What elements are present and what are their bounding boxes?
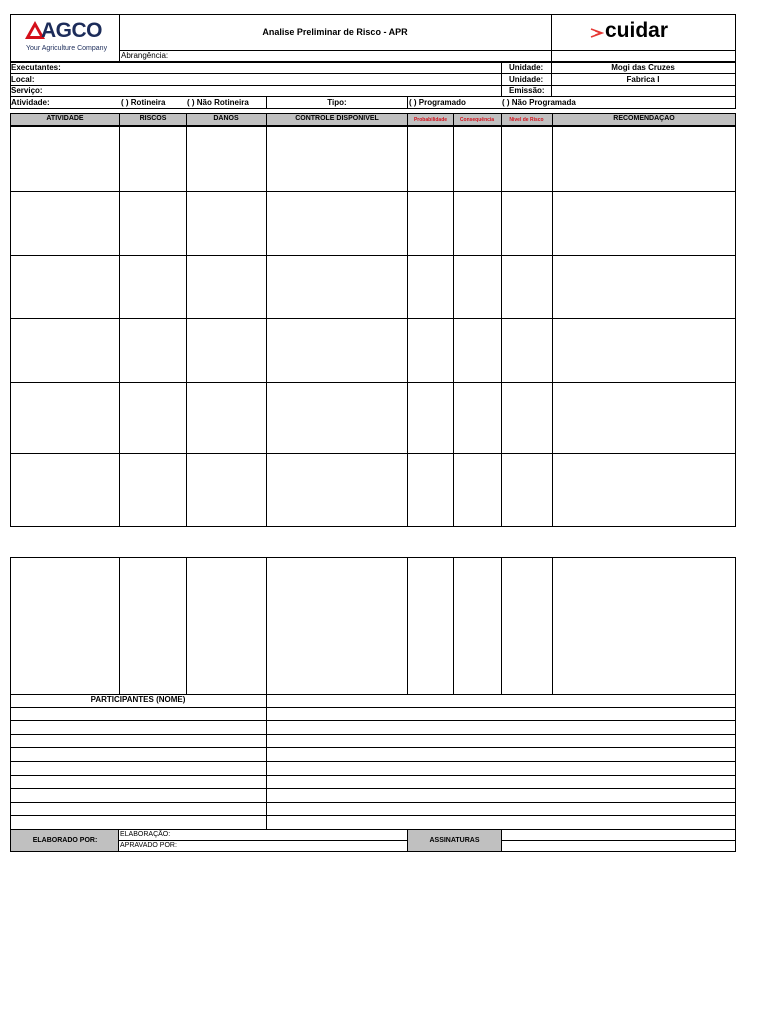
- col-atividade: ATIVIDADE: [46, 115, 84, 122]
- divider: [453, 557, 454, 694]
- agco-tagline: Your Agriculture Company: [26, 45, 108, 52]
- unidade-value-1: Mogi das Cruzes: [611, 63, 675, 72]
- signature-field-1[interactable]: [503, 830, 735, 840]
- executantes-label: Executantes:: [11, 63, 61, 72]
- unidade-label-1: Unidade:: [509, 63, 544, 72]
- table-row[interactable]: [10, 255, 736, 256]
- agco-logo: [24, 20, 114, 56]
- cuidar-arrow-icon: [590, 28, 604, 38]
- elaboracao-label: ELABORAÇÃO:: [120, 831, 171, 838]
- participant-row[interactable]: [10, 761, 736, 762]
- unidade-label-2: Unidade:: [509, 75, 544, 84]
- col-danos: DANOS: [213, 115, 239, 122]
- divider: [10, 73, 736, 74]
- divider: [119, 557, 120, 694]
- col-riscos: RISCOS: [139, 115, 167, 122]
- divider: [119, 113, 120, 527]
- divider: [735, 62, 736, 108]
- table-row[interactable]: [10, 318, 736, 319]
- cuidar-logo: [590, 20, 700, 44]
- divider: [119, 14, 120, 62]
- col-probabilidade: Probabilidade: [413, 117, 448, 123]
- divider: [407, 113, 408, 527]
- table-row[interactable]: [10, 453, 736, 454]
- divider: [407, 557, 408, 694]
- tipo-label: Tipo:: [327, 98, 347, 107]
- table-row[interactable]: [10, 382, 736, 383]
- participantes-label: PARTICIPANTES (NOME): [90, 695, 186, 704]
- aprovado-por-label: APRAVADO POR:: [120, 842, 177, 849]
- participant-row[interactable]: [10, 788, 736, 789]
- divider: [266, 113, 267, 527]
- nao-programada-checkbox[interactable]: ( ) Não Programada: [502, 98, 576, 107]
- divider: [552, 557, 553, 694]
- participant-row[interactable]: [10, 707, 736, 708]
- assinaturas-label: ASSINATURAS: [429, 837, 480, 844]
- divider: [186, 557, 187, 694]
- elaborado-por-label: ELABORADO POR:: [32, 837, 98, 844]
- divider: [501, 557, 502, 694]
- divider: [119, 50, 736, 51]
- servico-label: Serviço:: [11, 86, 43, 95]
- agco-logo-text: AGCO: [41, 19, 102, 42]
- divider: [501, 62, 502, 96]
- participant-row[interactable]: [10, 815, 736, 816]
- programado-checkbox[interactable]: ( ) Programado: [409, 98, 466, 107]
- page-title: Analise Preliminar de Risco - APR: [262, 27, 408, 37]
- participant-row[interactable]: [10, 802, 736, 803]
- emissao-value[interactable]: [552, 86, 735, 96]
- col-recomendacao: RECOMENDAÇAO: [613, 115, 675, 122]
- divider: [551, 14, 552, 62]
- participant-row[interactable]: [10, 775, 736, 776]
- divider: [552, 113, 553, 527]
- abrangencia-label: Abrangência:: [121, 51, 169, 60]
- participant-row[interactable]: [10, 747, 736, 748]
- signature-field-2[interactable]: [503, 841, 735, 851]
- local-label: Local:: [11, 75, 35, 84]
- col-consequencia: Consequência: [459, 117, 495, 123]
- rotineira-checkbox[interactable]: ( ) Rotineira: [121, 98, 166, 107]
- participant-row[interactable]: [10, 734, 736, 735]
- atividade-label: Atividade:: [11, 98, 50, 107]
- divider: [453, 113, 454, 527]
- nao-rotineira-checkbox[interactable]: ( ) Não Rotineira: [187, 98, 249, 107]
- divider: [10, 108, 736, 109]
- emissao-label: Emissão:: [509, 86, 545, 95]
- col-nivel: Nivel de Risco: [509, 117, 544, 123]
- participant-row[interactable]: [10, 720, 736, 721]
- divider: [186, 113, 187, 527]
- cuidar-logo-text: cuidar: [605, 19, 669, 42]
- unidade-value-2: Fabrica I: [626, 75, 660, 84]
- table-row[interactable]: [10, 191, 736, 192]
- col-controle: CONTROLE DISPONIVEL: [295, 115, 379, 122]
- divider: [501, 113, 502, 527]
